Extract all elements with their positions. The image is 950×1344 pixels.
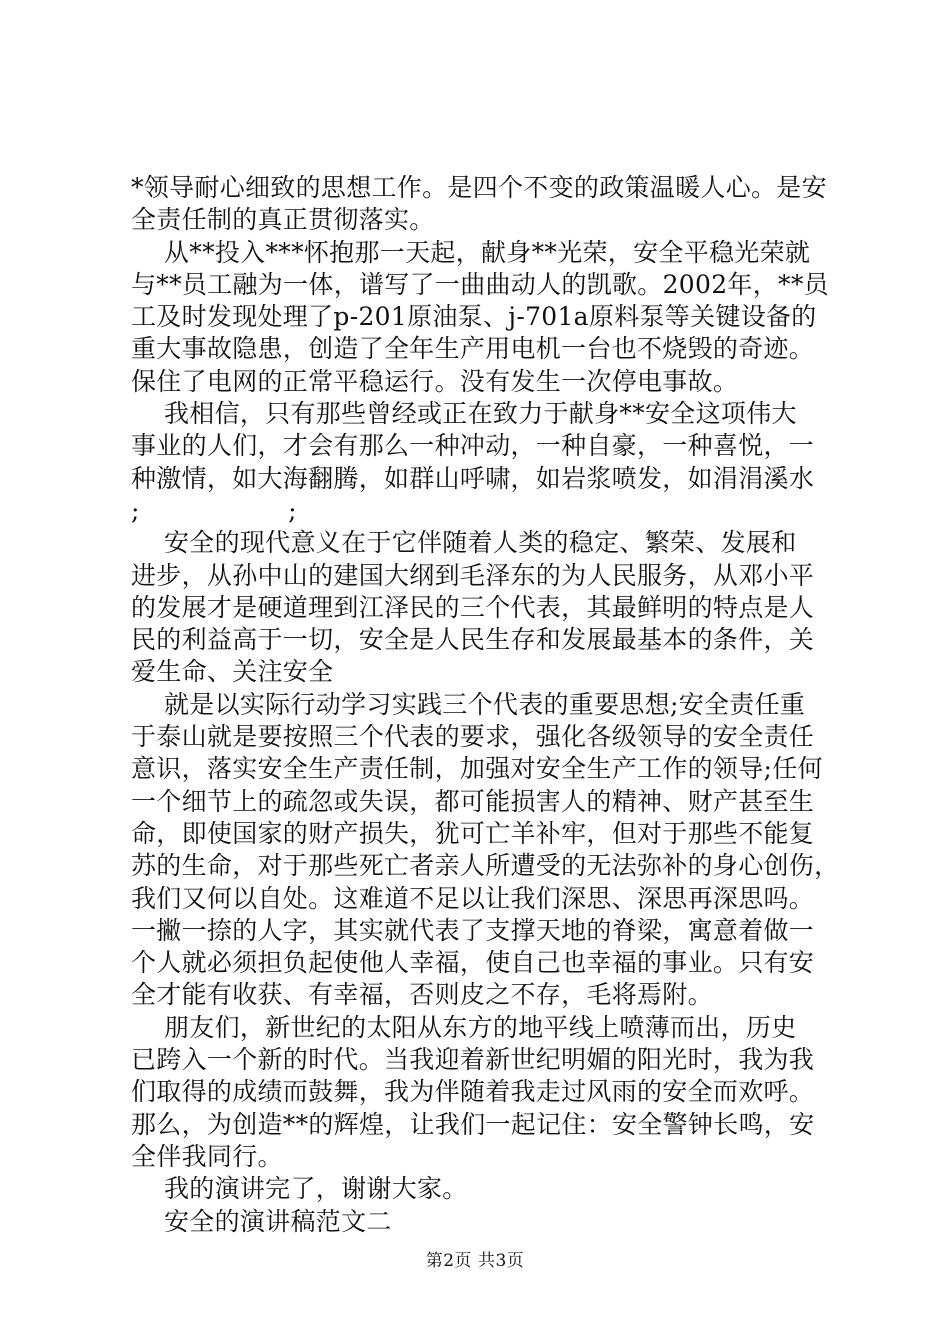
text-line: 一撇一捺的人字，其实就代表了支撑天地的脊梁，寓意着做一 bbox=[131, 915, 815, 945]
text-line: 就是以实际行动学习实践三个代表的重要思想;安全责任重 bbox=[131, 689, 806, 719]
text-line: 全才能有收获、有幸福，否则皮之不存，毛将焉附。 bbox=[131, 980, 713, 1010]
text-line: 全责任制的真正贯彻落实。 bbox=[131, 205, 435, 235]
text-line: 事业的人们，才会有那么一种冲动，一种自豪，一种喜悦，一 bbox=[131, 431, 815, 461]
text-line: 种激情，如大海翻腾，如群山呼啸，如岩浆喷发，如涓涓溪水 bbox=[131, 463, 815, 493]
text-line: 已跨入一个新的时代。当我迎着新世纪明媚的阳光时，我为我 bbox=[131, 1045, 815, 1075]
text-line: 我的演讲完了，谢谢大家。 bbox=[131, 1174, 468, 1204]
document-body bbox=[131, 172, 840, 1238]
text-line: 们取得的成绩而鼓舞，我为伴随着我走过风雨的安全而欢呼。 bbox=[131, 1077, 815, 1107]
text-line: *领导耐心细致的思想工作。是四个不变的政策温暖人心。是安 bbox=[131, 173, 827, 202]
text-line: 全伴我同行。 bbox=[131, 1141, 283, 1171]
text-line: 的发展才是硬道理到江泽民的三个代表，其最鲜明的特点是人 bbox=[131, 592, 815, 622]
page-footer: 第2页 共3页 bbox=[425, 1251, 525, 1271]
text-line: 意识，落实安全生产责任制，加强对安全生产工作的领导;任何 bbox=[131, 754, 823, 784]
text-line: 命，即使国家的财产损失，犹可亡羊补牢，但对于那些不能复 bbox=[131, 818, 815, 848]
text-line: 进步，从孙中山的建国大纲到毛泽东的为人民服务，从邓小平 bbox=[131, 560, 815, 590]
text-line: 保住了电网的正常平稳运行。没有发生一次停电事故。 bbox=[131, 366, 739, 396]
text-line: ; ; bbox=[131, 495, 297, 525]
text-line: 个人就必须担负起使他人幸福，使自己也幸福的事业。只有安 bbox=[131, 948, 815, 978]
text-line: 我相信，只有那些曾经或正在致力于献身**安全这项伟大 bbox=[131, 399, 797, 429]
text-line: 从**投入***怀抱那一天起，献身**光荣，安全平稳光荣就 bbox=[131, 237, 811, 267]
text-line: 爱生命、关注安全 bbox=[131, 657, 334, 687]
text-line: 那么，为创造**的辉煌，让我们一起记住：安全警钟长鸣，安 bbox=[131, 1109, 815, 1139]
text-line: 苏的生命，对于那些死亡者亲人所遭受的无法弥补的身心创伤， bbox=[131, 851, 840, 881]
text-line: 一个细节上的疏忽或失误，都可能损害人的精神、财产甚至生 bbox=[131, 786, 815, 816]
text-line: 与**员工融为一体，谱写了一曲曲动人的凯歌。2002年，**员 bbox=[131, 269, 829, 299]
text-line: 安全的现代意义在于它伴随着人类的稳定、繁荣、发展和 bbox=[131, 528, 797, 558]
text-line: 重大事故隐患，创造了全年生产用电机一台也不烧毁的奇迹。 bbox=[131, 334, 815, 364]
text-line: 工及时发现处理了p-201原油泵、j-701a原料泵等关键设备的 bbox=[131, 302, 817, 332]
text-line: 于泰山就是要按照三个代表的要求，强化各级领导的安全责任 bbox=[131, 722, 815, 752]
text-line: 民的利益高于一切，安全是人民生存和发展最基本的条件，关 bbox=[131, 625, 815, 655]
text-line: 我们又何以自处。这难道不足以让我们深思、深思再深思吗。 bbox=[131, 883, 815, 913]
text-line: 安全的演讲稿范文二 bbox=[131, 1206, 392, 1236]
text-line: 朋友们，新世纪的太阳从东方的地平线上喷薄而出，历史 bbox=[131, 1012, 797, 1042]
